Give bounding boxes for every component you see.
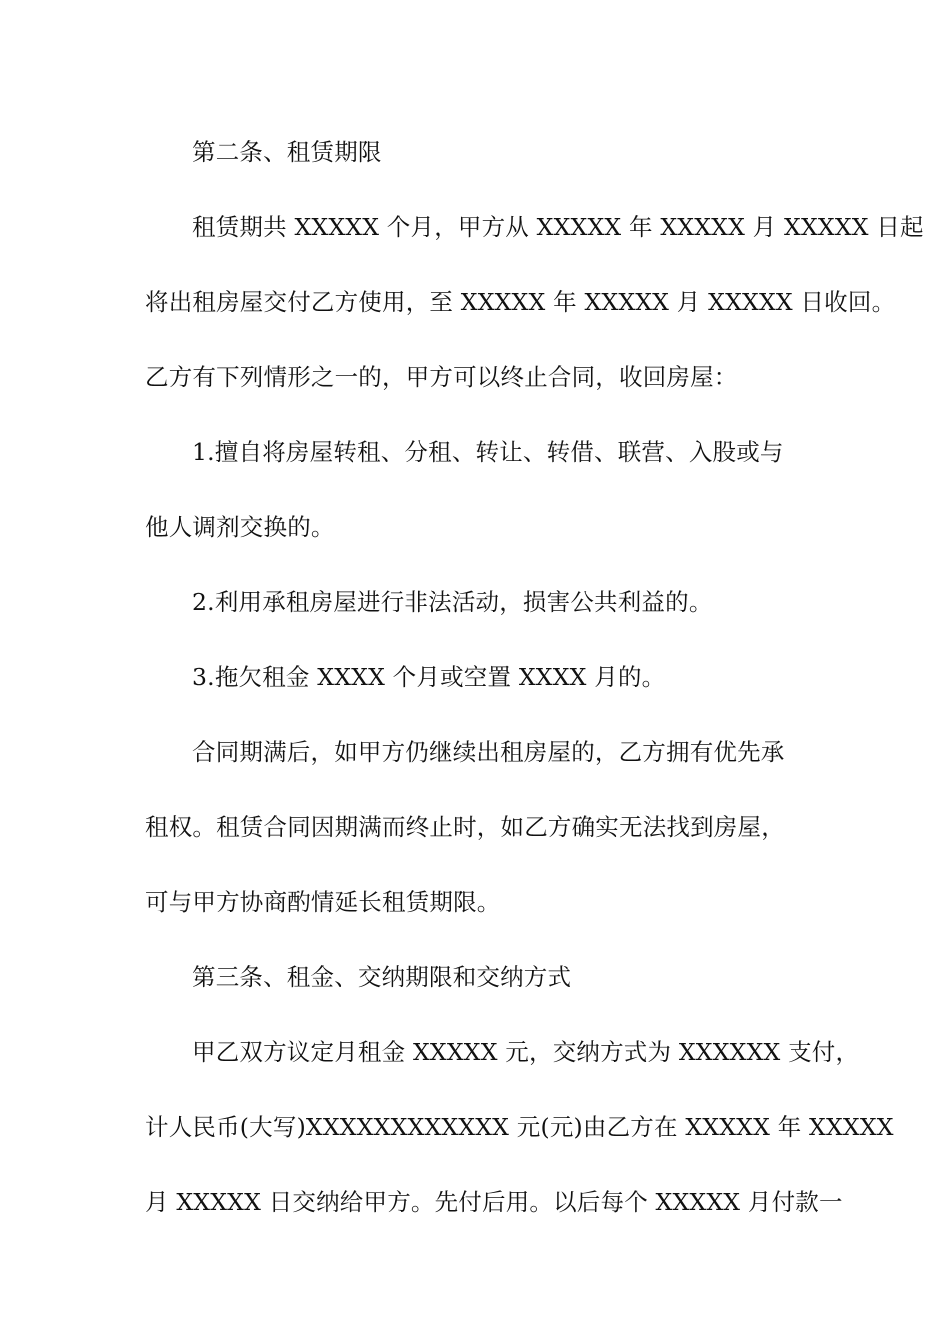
list-item-2: 2.利用承租房屋进行非法活动，损害公共利益的。 bbox=[192, 588, 713, 616]
list-item-1: 1.擅自将房屋转租、分租、转让、转借、联营、入股或与 bbox=[192, 438, 784, 466]
section-heading-rent: 第三条、租金、交纳期限和交纳方式 bbox=[192, 963, 572, 991]
paragraph-line: 租权。租赁合同因期满而终止时，如乙方确实无法找到房屋， bbox=[145, 813, 785, 841]
section-heading-term: 第二条、租赁期限 bbox=[192, 138, 382, 166]
paragraph-line: 租赁期共 XXXXX 个月，甲方从 XXXXX 年 XXXXX 月 XXXXX 日起 bbox=[192, 213, 924, 241]
paragraph-line: 可与甲方协商酌情延长租赁期限。 bbox=[145, 888, 501, 916]
paragraph-line: 计人民币(大写)XXXXXXXXXXXX 元(元)由乙方在 XXXXX 年 XXXXX bbox=[145, 1113, 894, 1141]
list-item-3: 3.拖欠租金 XXXX 个月或空置 XXXX 月的。 bbox=[192, 663, 666, 691]
paragraph-line: 乙方有下列情形之一的，甲方可以终止合同，收回房屋： bbox=[145, 363, 738, 391]
paragraph-line: 将出租房屋交付乙方使用，至 XXXXX 年 XXXXX 月 XXXXX 日收回。 bbox=[145, 288, 896, 316]
paragraph-line: 甲乙双方议定月租金 XXXXX 元，交纳方式为 XXXXXX 支付， bbox=[192, 1038, 860, 1066]
paragraph-line: 他人调剂交换的。 bbox=[145, 513, 335, 541]
paragraph-line: 月 XXXXX 日交纳给甲方。先付后用。以后每个 XXXXX 月付款一 bbox=[145, 1188, 843, 1216]
paragraph-line: 合同期满后，如甲方仍继续出租房屋的，乙方拥有优先承 bbox=[192, 738, 785, 766]
